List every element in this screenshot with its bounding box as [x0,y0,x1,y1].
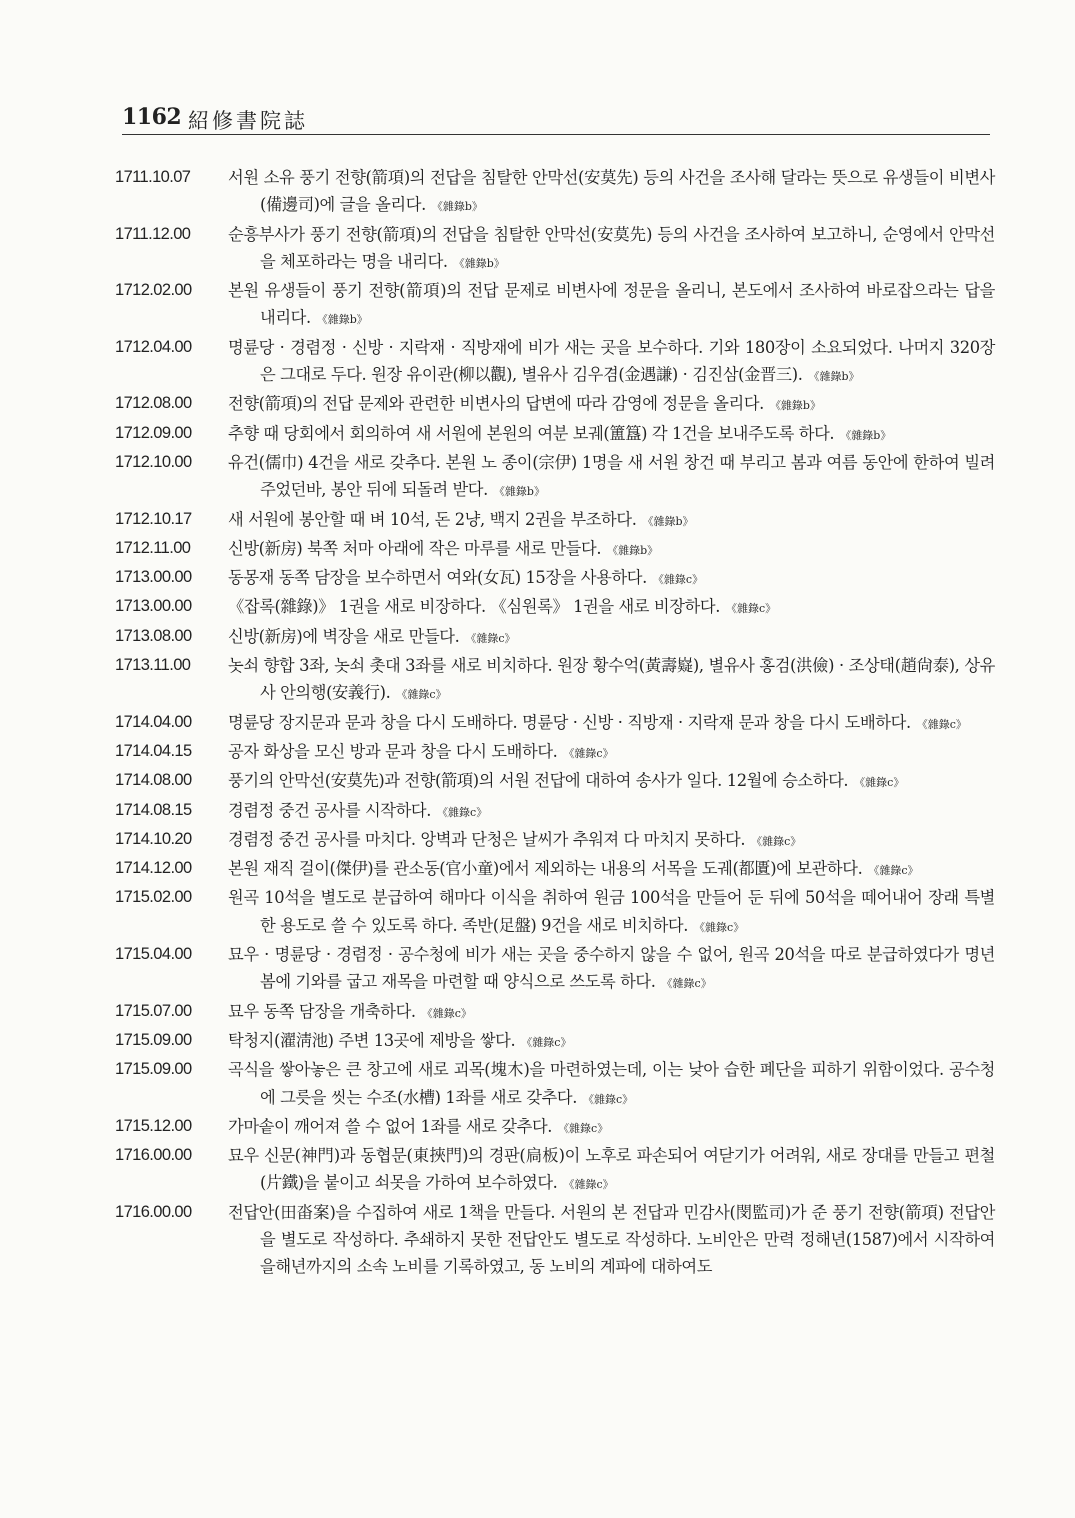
entry-date: 1715.09.00 [115,1030,192,1049]
entry-text: 묘우 · 명륜당 · 경렴정 · 공수청에 비가 새는 곳을 중수하지 않을 수 없어, 원곡 20석을 따로 분급하였다가 명년 봄에 기와를 굽고 재목을 마련할 때 양식으로 쓰도록 하다. [228,945,995,992]
entry-text-block [228,623,995,652]
entry-text: 원곡 10석을 별도로 분급하여 해마다 이식을 취하여 원금 100석을 만들어 둔 뒤에 50석을 떼어내어 장래 특별한 용도로 쓸 수 있도록 하다. 족반(足盤) 9건을 새로 비치하다. [228,888,995,935]
entry-text: 명륜당 · 경렴정 · 신방 · 지락재 · 직방재에 비가 새는 곳을 보수하다. 기와 180장이 소요되었다. 나머지 320장은 그대로 두다. 원장 유이관(柳以觀), 별유사 김우겸(金遇謙) · 김진삼(金晋三). [228,337,995,385]
entry-date: 1713.11.00 [115,656,191,675]
entry-text-block [228,420,995,449]
chronology-entry [115,334,995,391]
chronology-entry [115,826,995,855]
chronology-entry [115,855,995,884]
entry-date: 1713.00.00 [115,597,192,616]
entry-source: 《雜錄b》 [493,485,545,499]
entry-text: 가마솥이 깨어져 쓸 수 없어 1좌를 새로 갖추다. [228,1116,553,1136]
entry-date: 1715.09.00 [115,1060,192,1079]
entry-date: 1716.00.00 [115,1202,192,1221]
entry-text: 탁청지(濯淸池) 주변 13곳에 제방을 쌓다. [228,1030,516,1050]
entry-text: 명륜당 장지문과 문과 창을 다시 도배하다. 명륜당 · 신방 · 직방재 · 지락재 문과 창을 다시 도배하다. [228,712,911,732]
chronology-entry [115,884,995,941]
entry-text: 경렴정 중건 공사를 시작하다. [228,800,432,820]
entry-date: 1712.08.00 [115,394,192,413]
entry-text: 전향(箭項)의 전답 문제와 관련한 비변사의 답변에 따라 감영에 정문을 올리다. [228,394,764,414]
entry-date: 1714.08.00 [115,771,192,790]
entry-date: 1715.02.00 [115,888,192,907]
entry-date: 1712.02.00 [115,281,192,300]
entry-text-block [228,884,995,941]
entry-source: 《雜錄c》 [563,746,614,760]
entry-text-block [228,1027,995,1056]
entry-date: 1712.10.17 [115,509,192,528]
entry-text-block [228,564,995,593]
entry-source: 《雜錄c》 [396,688,447,702]
chronology-entry [115,164,995,221]
chronology-entry [115,564,995,593]
entry-text-block [228,1142,995,1199]
entry-source: 《雜錄b》 [607,543,659,557]
entry-text: 새 서원에 봉안할 때 벼 10석, 돈 2냥, 백지 2권을 부조하다. [228,509,637,529]
entry-text-block [228,164,995,221]
entry-text-block [228,1113,995,1142]
book-title: 紹修書院誌 [188,109,308,133]
chronology-entry [115,797,995,826]
entry-text-block [228,767,995,796]
entry-date: 1714.04.15 [115,741,192,760]
entry-text: 풍기의 안막선(安莫先)과 전향(箭項)의 서원 전답에 대하여 송사가 일다. 12월에 승소하다. [228,771,849,791]
entry-source: 《雜錄c》 [694,920,745,934]
entry-text: 묘우 동쪽 담장을 개축하다. [228,1001,416,1021]
entry-source: 《雜錄c》 [916,717,967,731]
entry-date: 1715.04.00 [115,945,192,964]
chronology-entry [115,277,995,334]
chronology-entry [115,593,995,622]
entry-text-block [228,797,995,826]
chronology-list [115,164,995,1281]
entry-source: 《雜錄b》 [769,399,821,413]
chronology-entry [115,623,995,652]
page-number: 1162 [122,104,182,130]
entry-text: 《잡록(雜錄)》 1권을 새로 비장하다. 《심원록》 1권을 새로 비장하다. [228,597,720,617]
entry-text-block [228,390,995,419]
entry-text: 본원 재직 걸이(傑伊)를 관소동(官小童)에서 제외하는 내용의 서목을 도궤(都匱)에 보관하다. [228,859,863,879]
entry-text: 본원 유생들이 풍기 전향(箭項)의 전답 문제로 비변사에 정문을 올리니, 본도에서 조사하여 바로잡으라는 답을 내리다. [228,281,995,328]
entry-source: 《雜錄c》 [465,631,516,645]
entry-text-block [228,506,995,535]
entry-text: 신방(新房)에 벽장을 새로 만들다. [228,626,460,646]
chronology-entry [115,652,995,709]
entry-text: 곡식을 쌓아놓은 큰 창고에 새로 괴목(塊木)을 마련하였는데, 이는 낮아 습한 폐단을 피하기 위함이었다. 공수청에 그릇을 씻는 수조(水槽) 1좌를 새로 갖추다. [228,1060,995,1107]
entry-text-block [228,1199,995,1281]
chronology-entry [115,506,995,535]
entry-text: 공자 화상을 모신 방과 문과 창을 다시 도배하다. [228,741,558,761]
entry-source: 《雜錄c》 [854,776,905,790]
entry-text: 유건(儒巾) 4건을 새로 갖추다. 본원 노 종이(宗伊) 1명을 새 서원 창건 때 부리고 봄과 여름 동안에 한하여 빌려주었던바, 봉안 뒤에 되돌려 받다. [228,452,995,500]
entry-source: 《雜錄c》 [725,602,777,616]
entry-text-block [228,855,995,884]
entry-text: 경렴정 중건 공사를 마치다. 앙벽과 단청은 날씨가 추워져 다 마치지 못하다. [228,829,746,849]
entry-text-block [228,738,995,767]
entry-text: 순흥부사가 풍기 전향(箭項)의 전답을 침탈한 안막선(安莫先) 등의 사건을 조사하여 보고하니, 순영에서 안막선을 체포하라는 명을 내리다. [228,224,995,271]
entry-text-block [228,941,995,998]
chronology-entry [115,535,995,564]
entry-date: 1713.00.00 [115,568,192,587]
entry-source: 《雜錄c》 [563,1178,614,1192]
entry-text-block [228,221,995,278]
entry-source: 《雜錄c》 [868,864,919,878]
entry-source: 《雜錄c》 [751,834,802,848]
entry-text-block [228,1056,995,1113]
entry-date: 1711.10.07 [115,168,191,186]
chronology-entry [115,390,995,419]
entry-source: 《雜錄c》 [521,1035,572,1049]
entry-text-block [228,593,995,622]
chronology-entry [115,738,995,767]
entry-source: 《雜錄b》 [840,428,892,442]
entry-date: 1714.08.15 [115,800,192,819]
entry-source: 《雜錄c》 [661,977,712,991]
chronology-entry [115,998,995,1027]
chronology-entry [115,941,995,998]
entry-text-block [228,826,995,855]
entry-text-block [228,535,995,564]
entry-text: 놋쇠 향합 3좌, 놋쇠 촛대 3좌를 새로 비치하다. 원장 황수억(黃壽嶷), 별유사 홍검(洪儉) · 조상태(趙尙泰), 상유사 안의행(安義行). [228,656,995,703]
entry-source: 《雜錄b》 [453,256,505,270]
chronology-entry [115,709,995,738]
entry-date: 1714.04.00 [115,712,192,731]
entry-text-block [228,709,995,738]
entry-source: 《雜錄b》 [316,313,368,327]
entry-text-block [228,334,995,391]
entry-text: 동몽재 동쪽 담장을 보수하면서 여와(女瓦) 15장을 사용하다. [228,568,647,588]
entry-date: 1712.10.00 [115,452,192,471]
chronology-entry [115,767,995,796]
entry-text: 서원 소유 풍기 전향(箭項)의 전답을 침탈한 안막선(安莫先) 등의 사건을 조사해 달라는 뜻으로 유생들이 비변사(備邊司)에 글을 올리다. [228,168,995,215]
entry-source: 《雜錄b》 [431,200,483,214]
entry-text-block [228,449,995,506]
entry-source: 《雜錄c》 [558,1121,609,1135]
chronology-entry [115,1142,995,1199]
entry-date: 1714.12.00 [115,859,192,878]
entry-source: 《雜錄b》 [642,514,694,528]
entry-text-block [228,998,995,1027]
chronology-entry [115,1027,995,1056]
entry-text: 묘우 신문(神門)과 동협문(東挾門)의 경판(扃板)이 노후로 파손되어 여닫기가 어려워, 새로 장대를 만들고 편철(片鐵)을 붙이고 쇠못을 가하여 보수하였다. [228,1146,995,1193]
entry-date: 1711.12.00 [115,224,191,243]
entry-date: 1716.00.00 [115,1146,192,1165]
entry-date: 1712.11.00 [115,538,191,557]
entry-source: 《雜錄b》 [808,370,860,384]
chronology-entry [115,1113,995,1142]
entry-text-block [228,277,995,334]
chronology-entry [115,1056,995,1113]
entry-date: 1712.09.00 [115,423,192,442]
entry-source: 《雜錄c》 [652,573,704,587]
chronology-entry [115,221,995,278]
chronology-entry [115,420,995,449]
entry-source: 《雜錄c》 [582,1092,634,1106]
chronology-entry [115,449,995,506]
entry-date: 1715.07.00 [115,1001,192,1020]
entry-source: 《雜錄c》 [437,805,488,819]
entry-text: 신방(新房) 북쪽 처마 아래에 작은 마루를 새로 만들다. [228,538,602,558]
entry-text: 추향 때 당회에서 회의하여 새 서원에 본원의 여분 보궤(簠簋) 각 1건을 보내주도록 하다. [228,423,835,443]
entry-text-block [228,652,995,709]
entry-date: 1712.04.00 [115,337,192,356]
entry-date: 1713.08.00 [115,626,192,645]
entry-text: 전답안(田畓案)을 수집하여 새로 1책을 만들다. 서원의 본 전답과 민감사(閔監司)가 준 풍기 전향(箭項) 전답안을 별도로 작성하다. 추쇄하지 못한 전답안도 별도로 작성하다. 노비안은 만력 정해년(1587)에서 시작하여 을해년까지의 소속 노비를 기록하였고, 동 노비의 계파에 대하여도 [228,1202,995,1277]
running-header [122,104,990,135]
chronology-entry [115,1199,995,1281]
entry-date: 1714.10.20 [115,829,192,848]
entry-date: 1715.12.00 [115,1116,192,1135]
entry-source: 《雜錄c》 [421,1006,472,1020]
